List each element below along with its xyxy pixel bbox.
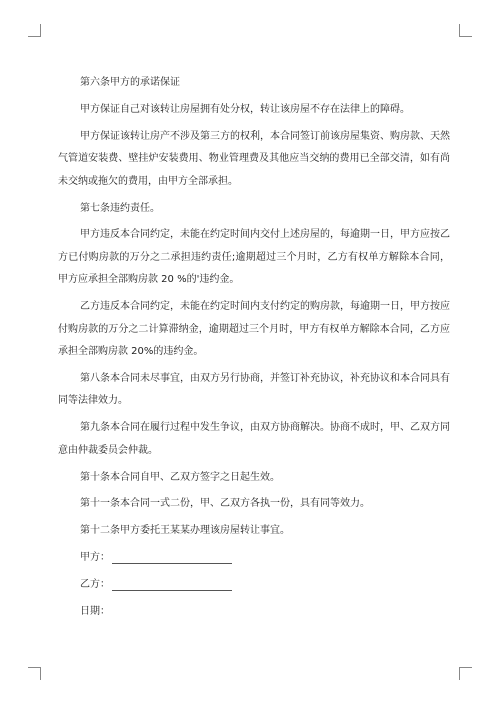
article-7-heading: 第七条违约责任。 (80, 202, 160, 214)
party-b-signature-line (112, 578, 232, 591)
crop-mark-bottom-right (459, 667, 472, 680)
date-label: 日期： (80, 606, 110, 618)
article-10: 第十条本合同自甲、乙双方签字之日起生效。 (80, 471, 280, 483)
party-a-signature-row (58, 547, 450, 569)
crop-mark-bottom-left (28, 667, 41, 680)
article-9: 第九条本合同在履行过程中发生争议，由双方协商解决。协商不成时，甲、乙双方同意由仲裁委员会仲裁。 (58, 422, 450, 456)
article-6-heading: 第六条甲方的承诺保证 (80, 77, 180, 88)
crop-mark-top-right (459, 24, 472, 37)
party-a-label: 甲方： (80, 552, 110, 564)
party-a-signature-line (112, 551, 232, 564)
document-body (58, 72, 450, 628)
date-row (58, 601, 450, 623)
article-6-clause-2: 甲方保证该转让房产不涉及第三方的权利，本合同签订前该房屋集资、购房款、天然气管道安装费、壁挂炉安装费用、物业管理费及其他应当交纳的费用已全部交清，如有尚未交纳或拖欠的费用，由甲方全部承担。 (58, 130, 450, 187)
party-b-signature-row (58, 574, 450, 596)
party-b-label: 乙方： (80, 579, 110, 591)
article-12: 第十二条甲方委托王某某办理该房屋转让事宜。 (80, 525, 290, 537)
crop-mark-top-left (28, 24, 41, 37)
article-11: 第十一条本合同一式二份，甲、乙双方各执一份，具有同等效力。 (80, 498, 370, 510)
article-7-clause-1: 甲方违反本合同约定，未能在约定时间内交付上述房屋的，每逾期一日，甲方应按乙方已付购房款的万分之二承担违约责任;逾期超过三个月时，乙方有权单方解除本合同，甲方应承担全部购房款 20 %的'违约金。 (58, 229, 450, 286)
article-8: 第八条本合同未尽事宜，由双方另行协商，并签订补充协议，补充协议和本合同具有同等法律效力。 (58, 372, 450, 407)
article-6-clause-1: 甲方保证自己对该转让房屋拥有处分权，转让该房屋不存在法律上的障碍。 (80, 103, 410, 115)
article-7-clause-2: 乙方违反本合同约定，未能在约定时间内支付约定的购房款，每逾期一日，甲方按应付购房款的万分之二计算滞纳金，逾期超过三个月时，甲方有权单方解除本合同，乙方应承担全部购房款 20%的违约金。 (58, 301, 450, 357)
